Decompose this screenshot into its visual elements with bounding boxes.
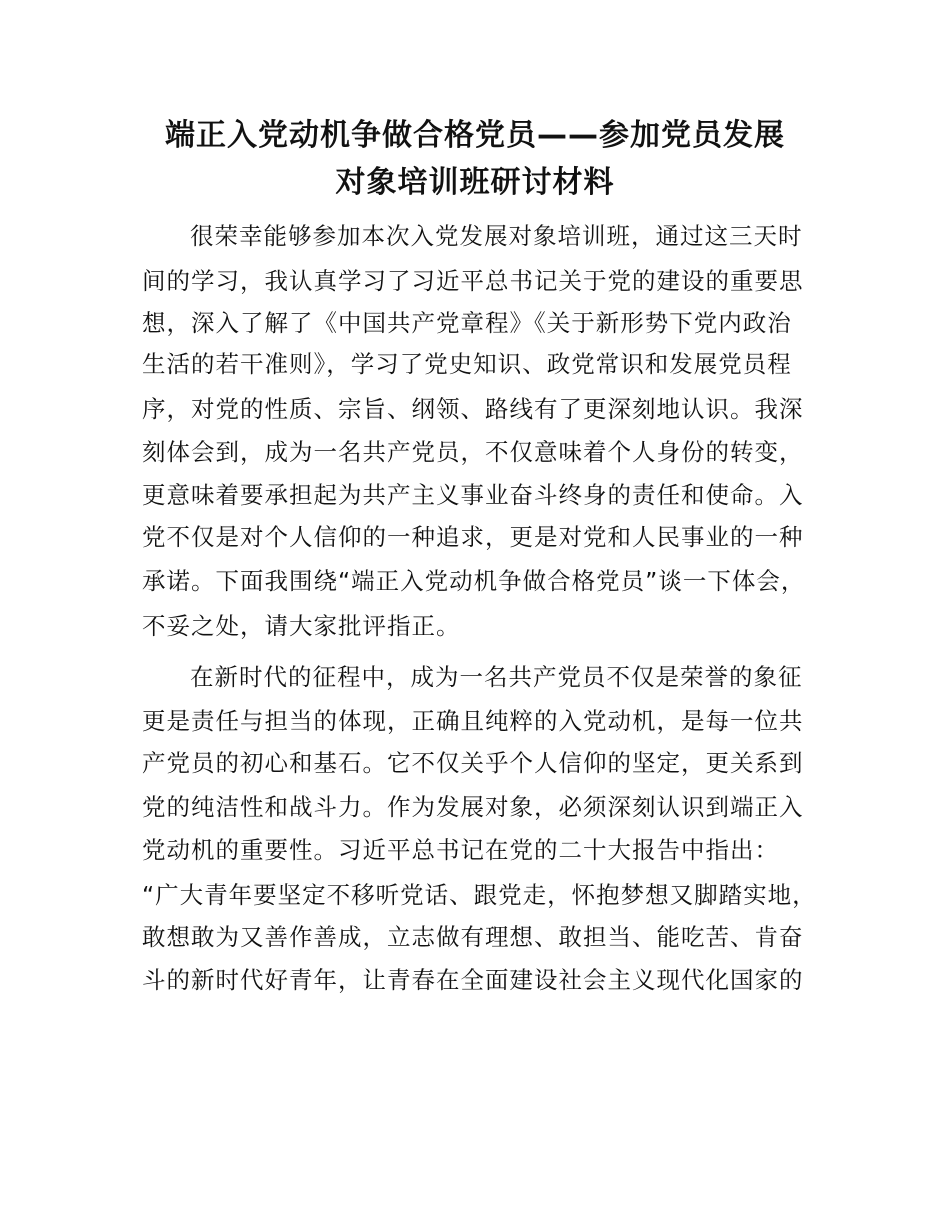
paragraph-line: 党动机的重要性。习近平总书记在党的二十大报告中指出： xyxy=(142,836,779,864)
paragraph-line: “广大青年要坚定不移听党话、跟党走，怀抱梦想又脚踏实地， xyxy=(142,881,817,909)
paragraph-line: 想，深入了解了《中国共产党章程》《关于新形势下党内政治 xyxy=(142,309,792,337)
paragraph-line: 党的纯洁性和战斗力。作为发展对象，必须深刻认识到端正入 xyxy=(142,793,804,821)
paragraph-line: 不妥之处，请大家批评指正。 xyxy=(142,612,461,640)
paragraph-line: 产党员的初心和基石。它不仅关乎个人信仰的坚定，更关系到 xyxy=(142,749,804,777)
paragraph-line: 序，对党的性质、宗旨、纲领、路线有了更深刻地认识。我深 xyxy=(142,395,804,423)
paragraph-line: 很荣幸能够参加本次入党发展对象培训班，通过这三天时 xyxy=(190,222,803,250)
paragraph-line: 更意味着要承担起为共产主义事业奋斗终身的责任和使命。入 xyxy=(142,481,804,509)
paragraph-line: 更是责任与担当的体现，正确且纯粹的入党动机，是每一位共 xyxy=(142,707,804,735)
paragraph-line: 党不仅是对个人信仰的一种追求，更是对党和人民事业的一种 xyxy=(142,523,804,551)
document-title xyxy=(130,112,820,206)
paragraph-line: 在新时代的征程中，成为一名共产党员不仅是荣誉的象征 xyxy=(190,663,803,691)
paragraph-line: 刻体会到，成为一名共产党员，不仅意味着个人身份的转变， xyxy=(142,438,804,466)
paragraph-line: 斗的新时代好青年，让青春在全面建设社会主义现代化国家的 xyxy=(142,966,804,994)
title-line-2: 对象培训班研讨材料 xyxy=(335,165,615,200)
title-line-1: 端正入党动机争做合格党员——参加党员发展 xyxy=(165,118,785,153)
paragraph-line: 承诺。下面我围绕“端正入党动机争做合格党员”谈一下体会， xyxy=(142,567,806,595)
paragraph-line: 生活的若干准则》，学习了党史知识、政党常识和发展党员程 xyxy=(142,350,792,378)
paragraph-line: 敢想敢为又善作善成，立志做有理想、敢担当、能吃苦、肯奋 xyxy=(142,923,804,951)
paragraph-line: 间的学习，我认真学习了习近平总书记关于党的建设的重要思 xyxy=(142,267,804,295)
